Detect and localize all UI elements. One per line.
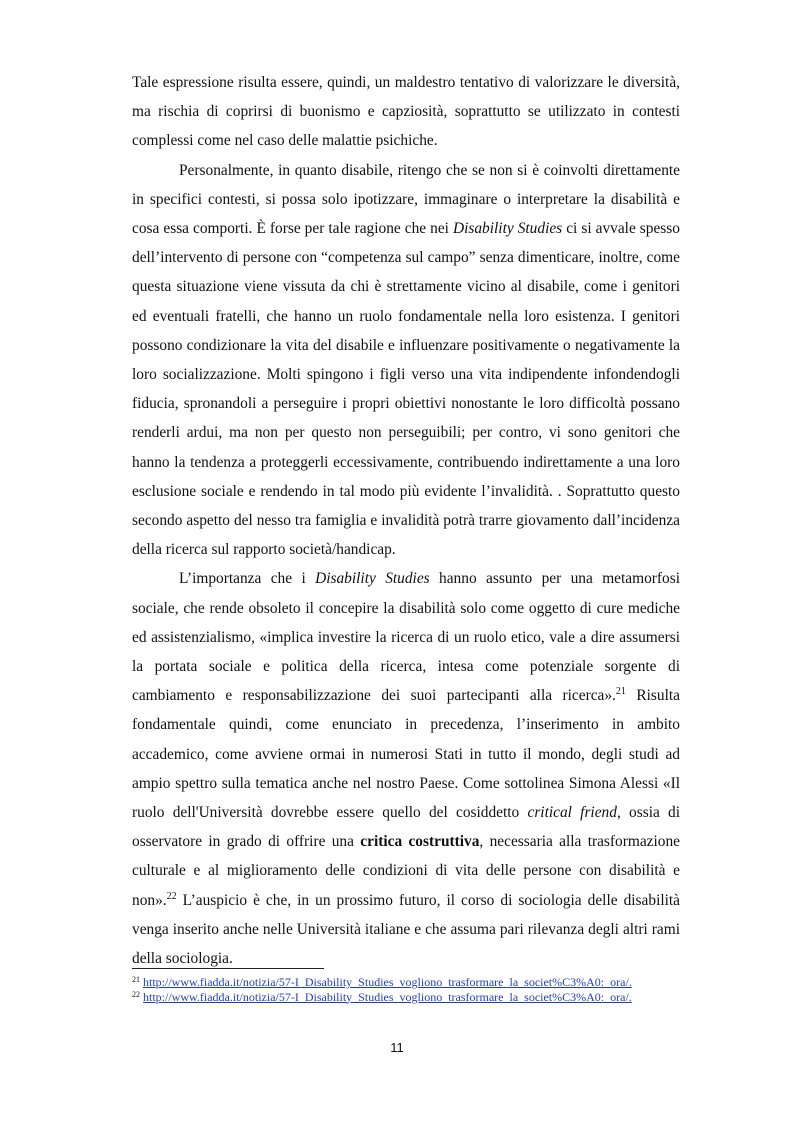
footnote-22 [132, 990, 680, 1005]
paragraph-3 [132, 564, 680, 973]
paragraph-3-text-c: Risulta fondamentale quindi, come enunciato in precedenza, l’inserimento in ambito accademico, come avviene ormai in numerosi Stati in tutto il mondo, degli studi ad ampio spettro sulla tematica anche nel nostro Paese. Come sottolinea Simona Alessi «Il ruolo dell'Università dovrebbe essere quello del cosiddetto [132, 687, 680, 822]
footnotes [132, 968, 680, 1004]
paragraph-2 [132, 156, 680, 565]
paragraph-3-text-b: hanno assunto per una metamorfosi sociale, che rende obsoleto il concepire la disabilità solo come oggetto di cure mediche ed assistenzialismo, «implica investire la ricerca di un ruolo etico, vale a dire assumersi la portata sociale e politica della ricerca, intesa come potenziale sorgente di cambiamento e responsabilizzazione dei suoi partecipanti alla ricerca». [132, 570, 680, 705]
page-body [132, 68, 680, 973]
paragraph-3-text-a: L’importanza che i [179, 570, 316, 588]
page-number: 11 [390, 1040, 404, 1055]
footnote-ref-22[interactable]: 22 [166, 890, 177, 902]
footnote-link[interactable]: http://www.fiadda.it/notizia/57-I_Disability_Studies_vogliono_trasformare_la_societ%C3%A0:_ora/. [143, 989, 632, 1004]
paragraph-3-bold: critica costruttiva [360, 833, 480, 851]
paragraph-2-text-b: ci si avvale spesso dell’intervento di persone con “competenza sul campo” senza dimenticare, inoltre, come questa situazione viene vissuta da chi è strettamente vicino al disabile, come i genitori ed eventuali fratelli, che hanno un ruolo fondamentale nella loro esistenza. I genitori possono condizionare la vita del disabile e influenzare positivamente o negativamente la loro socializzazione. Molti spingono i figli verso una vita indipendente infondendogli fiducia, spronandoli a perseguire i propri obiettivi nonostante le loro difficoltà possano renderli ardui, ma non per questo non perseguibili; per contro, vi sono genitori che hanno la tendenza a proteggerli eccessivamente, contribuendo indirettamente a una loro esclusione sociale e rendendo in tal modo più evidente l’invalidità. . Soprattutto questo secondo aspetto del nesso tra famiglia e invalidità potrà trarre giovamento dall’incidenza della ricerca sul rapporto società/handicap. [132, 220, 680, 559]
paragraph-3-text-f: L’auspicio è che, in un prossimo futuro, il corso di sociologia delle disabilità venga inserito anche nelle Università italiane e che assuma pari rilevanza degli altri rami della sociologia. [132, 891, 680, 968]
paragraph-3-emphasis-2: critical friend [527, 804, 617, 822]
paragraph-3-text-e: , necessaria alla trasformazione culturale e al miglioramento delle condizioni di vita delle persone con disabilità e non». [132, 833, 680, 909]
footnote-number: 21 [132, 975, 140, 984]
footnote-separator [132, 968, 324, 969]
footnote-number: 22 [132, 989, 140, 999]
paragraph-3-text-d: , ossia di osservatore in grado di offrire una [132, 804, 681, 851]
paragraph-2-text-a: Personalmente, in quanto disabile, ritengo che se non si è coinvolti direttamente in specifici contesti, si possa solo ipotizzare, immaginare o interpretare la disabilità e cosa essa comporti. È forse per tale ragione che nei [132, 161, 680, 238]
paragraph-1-text: Tale espressione risulta essere, quindi, un maldestro tentativo di valorizzare le diversità, ma rischia di coprirsi di buonismo e capziosità, soprattutto se utilizzato in contesti complessi come nel caso delle malattie psichiche. [132, 74, 680, 150]
paragraph-3-emphasis: Disability Studies [315, 570, 430, 588]
footnote-21 [132, 975, 680, 990]
footnote-ref-21[interactable]: 21 [615, 686, 626, 698]
footnote-link[interactable]: http://www.fiadda.it/notizia/57-I_Disability_Studies_vogliono_trasformare_la_societ%C3%A0:_ora/. [143, 975, 632, 989]
paragraph-1 [132, 68, 680, 156]
paragraph-2-emphasis: Disability Studies [452, 220, 563, 238]
